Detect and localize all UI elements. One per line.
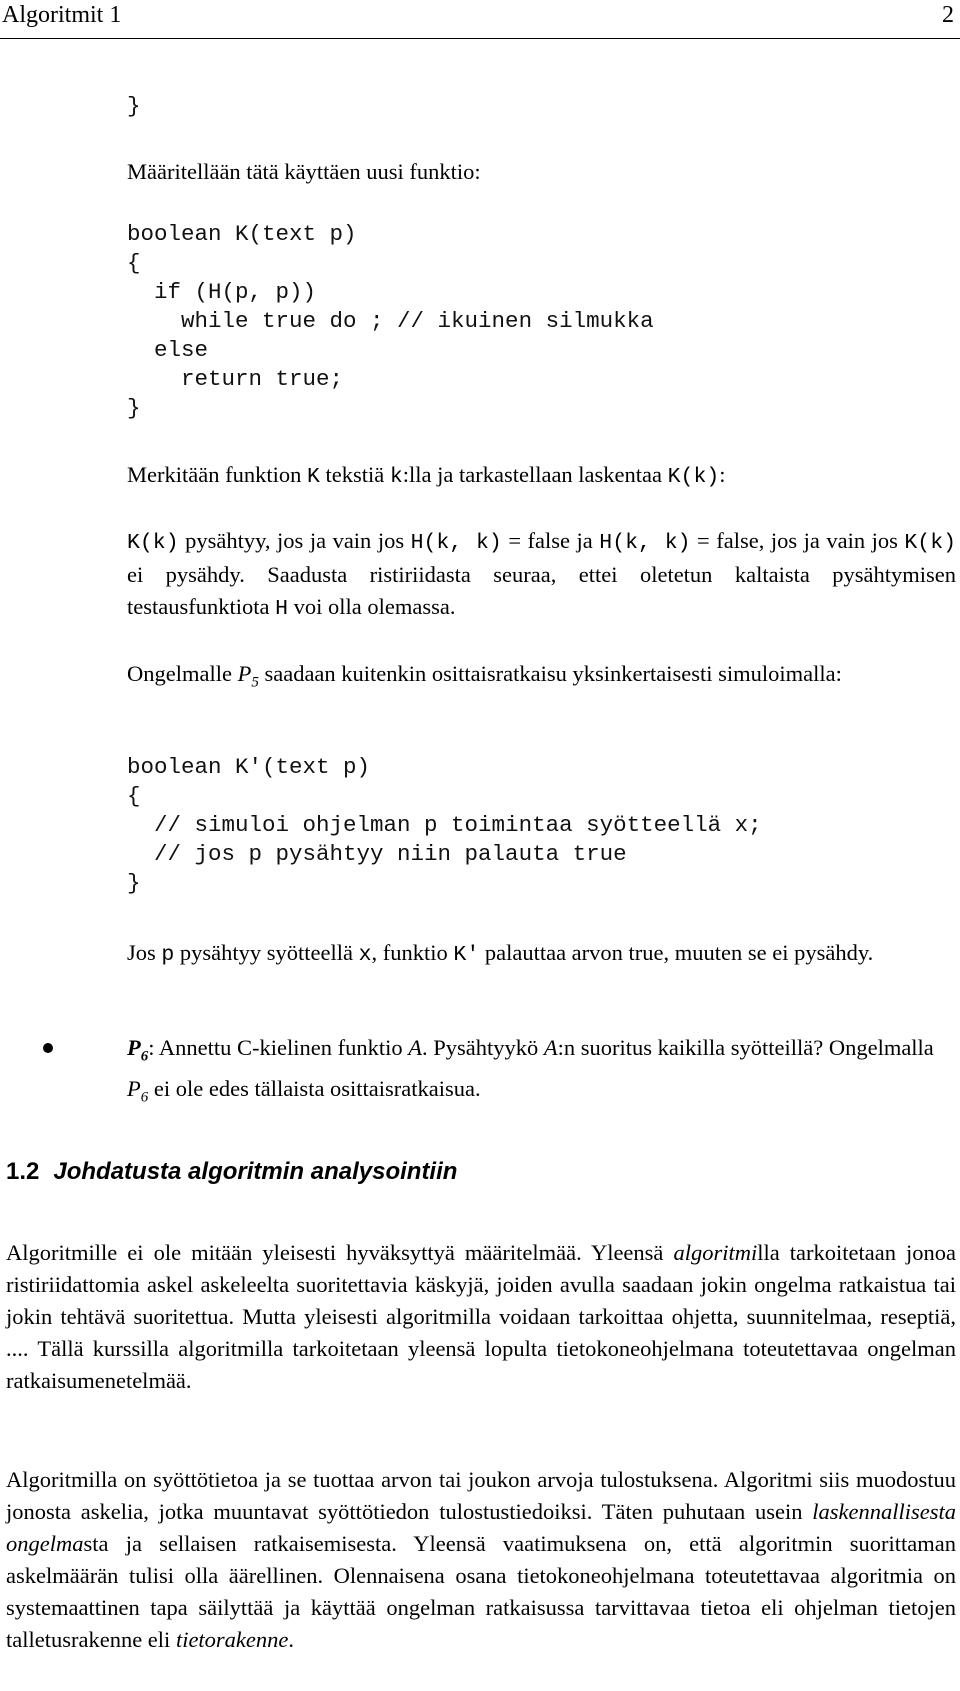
page-number: 2 xyxy=(942,2,954,28)
jos-paragraph: Jos p pysähtyy syötteellä x, funktio K′ palauttaa arvon true, muuten se ei pysähdy. xyxy=(127,940,874,967)
running-header-title: Algoritmit 1 xyxy=(2,2,122,28)
code-block-k-prime: boolean K′(text p) { // simuloi ohjelman p toimintaa syötteellä x; // jos p pysähtyy niin palauta true } xyxy=(127,754,762,896)
algorithm-io-paragraph: Algoritmilla on syöttötietoa ja se tuottaa arvon tai joukon arvoja tulostuksena. Algoritmi siis muodostuu jonosta askelia, jotka muuntavat syöttötiedon tulostustiedoiksi. Täten puhutaan usein laskennallisesta ongelmasta ja sellaisen ratkaisemisesta. Yleensä vaatimuksena on, että algoritmin suorittaman askelmäärän tulisi olla äärellinen. Olennaisena osana tietokoneohjelmana toteutettavaa algoritmia on systemaattinen tapa säilyttää ja käyttää ongelman ratkaisussa tarvittavaa tietoa eli ohjelman tietojen talletusrakenne eli tietorakenne. xyxy=(6,1467,956,1652)
section-heading xyxy=(6,1158,457,1186)
code-closing-brace: } xyxy=(127,93,141,119)
section-number: 1.2 xyxy=(6,1158,40,1185)
header-rule xyxy=(0,38,960,39)
intro-text: Määritellään tätä käyttäen uusi funktio: xyxy=(127,159,481,184)
contradiction-paragraph: K(k) pysähtyy, jos ja vain jos H(k, k) = false ja H(k, k) = false, jos ja vain jos K(k) ei pysähdy. Saadusta ristiriidasta seuraa, ettei oletetun kaltaista pysähtymisen testausfunktiota H voi olla olemassa. xyxy=(127,528,957,621)
p5-paragraph: Ongelmalle $P_5$ saadaan kuitenkin osittaisratkaisu yksinkertaisesti simuloimalla: xyxy=(127,661,842,691)
section-title: Johdatusta algoritmin analysointiin xyxy=(53,1158,458,1185)
code-block-k: boolean K(text p) { if (H(p, p)) while true do ; // ikuinen silmukka else return true; } xyxy=(127,221,654,421)
algorithm-definition-paragraph: Algoritmille ei ole mitään yleisesti hyväksyttyä määritelmää. Yleensä algoritmilla tarkoitetaan jonoa ristiriidattomia askel askeleelta suoritettavia käskyjä, joiden avulla saadaan jokin ongelma ratkaistua tai jokin tehtävä suoritettua. Mutta yleisesti algoritmilla voidaan tarkoittaa ohjetta, suunnitelmaa, reseptiä, .... Tällä kurssilla algoritmilla tarkoitetaan yleensä lopulta tietokoneohjelmana toteutettavaa ongelman ratkaisumenetelmää. xyxy=(6,1240,956,1393)
bullet-icon xyxy=(43,1043,53,1053)
mark-paragraph: Merkitään funktion K tekstiä k:lla ja tarkastellaan laskentaa K(k): xyxy=(127,462,726,489)
p6-bullet-item: $P_6$: Annettu C-kielinen funktio A. Pysähtyykö A:n suoritus kaikilla syötteillä? Ongelmalla $P_6$ ei ole edes tällaista osittaisratkaisua. xyxy=(127,1035,934,1105)
